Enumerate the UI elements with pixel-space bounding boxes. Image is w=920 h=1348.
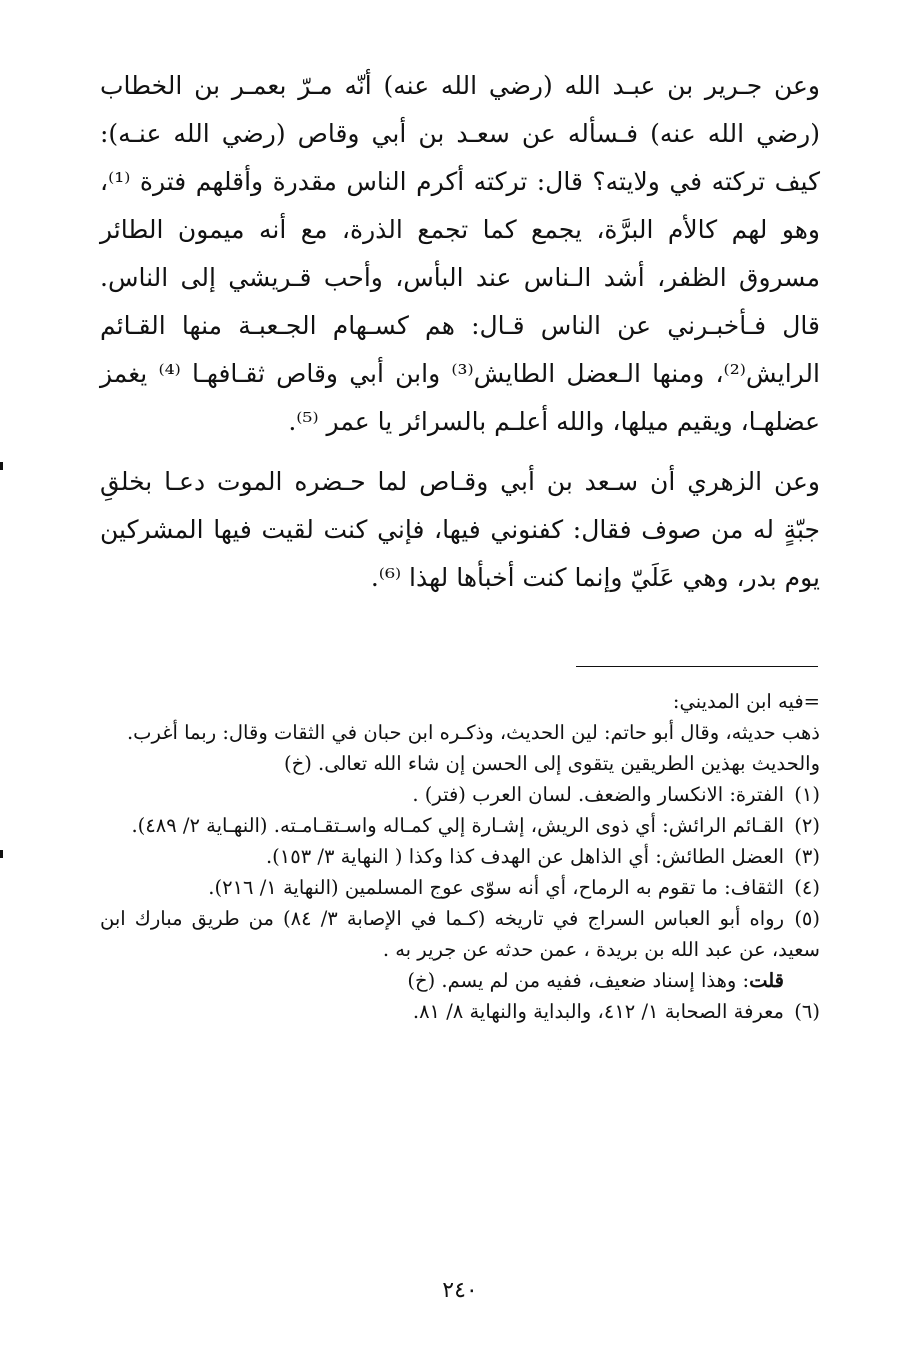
footnote-text: العضل الطائش: أي الذاهل عن الهدف كذا وكذا ( النهاية ٣/ ١٥٣). <box>265 845 784 868</box>
comment-label: قلت <box>749 969 784 992</box>
main-text <box>100 62 820 602</box>
footnote-text: القـائم الرائش: أي ذوى الريش، إشـارة إلي كمـاله واسـتقـامـته. (النهـاية ٢/ ٤٨٩). <box>131 814 784 837</box>
footnote-text: معرفة الصحابة ١/ ٤١٢، والبداية والنهاية ٨/ ٨١. <box>412 1000 784 1023</box>
paragraph-zuhri-narration: وعن الزهري أن سـعد بن أبي وقـاص لما حـضره الموت دعـا بخلقِ جبّةٍ له من صوف فقال: كفنوني فيها، فإني كنت لقيت فيها المشركين يوم بدر، وهي عَلَيّ وإنما كنت أخبأها لهذا ⁽⁶⁾. <box>100 467 821 592</box>
scan-edge-mark <box>0 850 3 858</box>
footnote-number: (٢) <box>794 814 820 837</box>
footnote-continuation-body: ذهب حديثه، وقال أبو حاتم: لين الحديث، وذكـره ابن حبان في الثقات وقال: ربما أغرب. <box>126 721 820 744</box>
footnote-3 <box>100 841 820 872</box>
footnote-text: الفترة: الانكسار والضعف. لسان العرب (فتر) . <box>412 783 784 806</box>
footnotes-section <box>100 686 820 1027</box>
footnote-text: الثقاف: ما تقوم به الرماح، أي أنه سوّى عوج المسلمين (النهاية ١/ ٢١٦). <box>208 876 784 899</box>
paragraph-jarir-narration: وعن جـرير بن عبـد الله (رضي الله عنه) أنّه مـرّ بعمـر بن الخطاب (رضي الله عنه) فـسأله عن سعـد بن أبي وقاص (رضي الله عنـه): كيف تركته في ولايته؟ قال: تركته أكرم الناس مقدرة وأقلهم فترة ⁽¹⁾، وهو لهم كالأم البرَّة، يجمع كما تجمع الذرة، مع أنه ميمون الطائر مسروق الظفر، أشد الـناس عند البأس، وأحب قـريشي إلى الناس. قال فـأخبـرني عن الناس قـال: هم كسـهام الجـعبـة منها القـائم الرايش⁽²⁾، ومنها الـعضل الطايش⁽³⁾ وابن أبي وقاص ثقـافهـا ⁽⁴⁾ يغمز عضلهـا، ويقيم ميلها، والله أعلـم بالسرائر يا عمر ⁽⁵⁾. <box>100 71 820 436</box>
footnote-number: (٥) <box>794 907 821 930</box>
footnote-number: (١) <box>794 783 820 806</box>
scan-edge-mark <box>0 462 3 470</box>
footnote-text: رواه أبو العباس السراج في تاريخه (كـما في الإصابة ٣/ ٨٤) من طريق مبارك ابن سعيد، عن عبد الله بن بريدة ، عمن حدثه عن جرير به . <box>100 907 820 961</box>
footnote-number: (٦) <box>794 1000 820 1023</box>
page-number: ٢٤٠ <box>442 1278 478 1303</box>
footnote-continuation-intro: =فيه ابن المديني: <box>672 690 820 713</box>
footnote-1 <box>100 779 820 810</box>
footnote-6 <box>100 996 820 1027</box>
comment-text: : وهذا إسناد ضعيف، ففيه من لم يسم. (خ) <box>407 969 750 992</box>
footnote-4 <box>100 872 820 903</box>
footnote-number: (٣) <box>794 845 820 868</box>
footnote-2 <box>100 810 820 841</box>
footnote-5-comment <box>100 965 820 996</box>
footnote-5 <box>100 903 820 965</box>
footnote-number: (٤) <box>794 876 820 899</box>
footnote-separator <box>576 666 818 667</box>
footnote-continuation-conclusion: والحديث بهذين الطريقين يتقوى إلى الحسن إن شاء الله تعالى. (خ) <box>284 752 820 775</box>
